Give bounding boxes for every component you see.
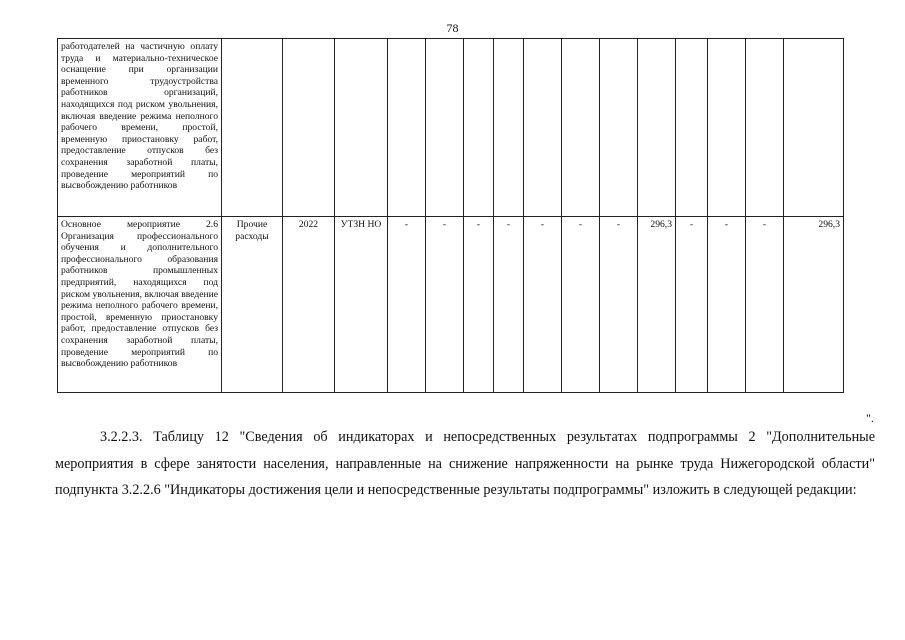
table-cell	[784, 39, 844, 217]
table-cell	[638, 39, 676, 217]
table-cell	[562, 39, 600, 217]
table-cell: -	[708, 217, 746, 393]
table-cell: -	[676, 217, 708, 393]
table-cell: -	[426, 217, 464, 393]
table-cell: -	[388, 217, 426, 393]
table-cell	[676, 39, 708, 217]
table-cell: -	[494, 217, 524, 393]
table-cell	[600, 39, 638, 217]
table-cell	[524, 39, 562, 217]
table-cell	[464, 39, 494, 217]
table-cell	[426, 39, 464, 217]
row-description: работодателей на частичную оплату труда и материально-техническое оснащение при организации временного трудоустройства работников организаций, находящихся под риском увольнения, включая введение режима неполного рабочего времени, простой, временную приостановку работ, предоставление отпусков без сохранения заработной платы, проведение мероприятий по высвобождению работников	[58, 39, 222, 217]
table-cell: УТЗН НО	[335, 217, 388, 393]
table-cell	[335, 39, 388, 217]
row-description: Основное мероприятие 2.6 Организация профессионального обучения и дополнительного профессионального образования работников промышленных предприятий, находящихся под риском увольнения, включая введение режима неполного рабочего времени, простой, временную приостановку работ, предоставление отпусков без сохранения заработной платы, проведение мероприятий по высвобождению работников	[58, 217, 222, 393]
table-cell: -	[524, 217, 562, 393]
page-number: 78	[446, 21, 459, 35]
table-row	[58, 39, 844, 217]
table-cell	[222, 39, 283, 217]
table-cell: 2022	[283, 217, 335, 393]
table-cell: -	[464, 217, 494, 393]
table-cell: -	[746, 217, 784, 393]
table-cell: 296,3	[784, 217, 844, 393]
table-cell: -	[562, 217, 600, 393]
body-paragraph: 3.2.2.3. Таблицу 12 "Сведения об индикаторах и непосредственных результатах подпрограммы 2 "Дополнительные мероприятия в сфере занятости населения, направленные на снижение напряженности на рынке труда Нижегородской области" подпункта 3.2.2.6 "Индикаторы достижения цели и непосредственные результаты подпрограммы" изложить в следующей редакции:	[55, 429, 875, 498]
table-cell	[708, 39, 746, 217]
table-cell: -	[600, 217, 638, 393]
table-cell	[283, 39, 335, 217]
program-table	[57, 38, 844, 393]
table-row	[58, 217, 844, 393]
table-cell	[388, 39, 426, 217]
table-cell	[494, 39, 524, 217]
table-cell	[746, 39, 784, 217]
closing-quote: ".	[866, 411, 874, 425]
table-cell: Прочие расходы	[222, 217, 283, 393]
table-cell: 296,3	[638, 217, 676, 393]
